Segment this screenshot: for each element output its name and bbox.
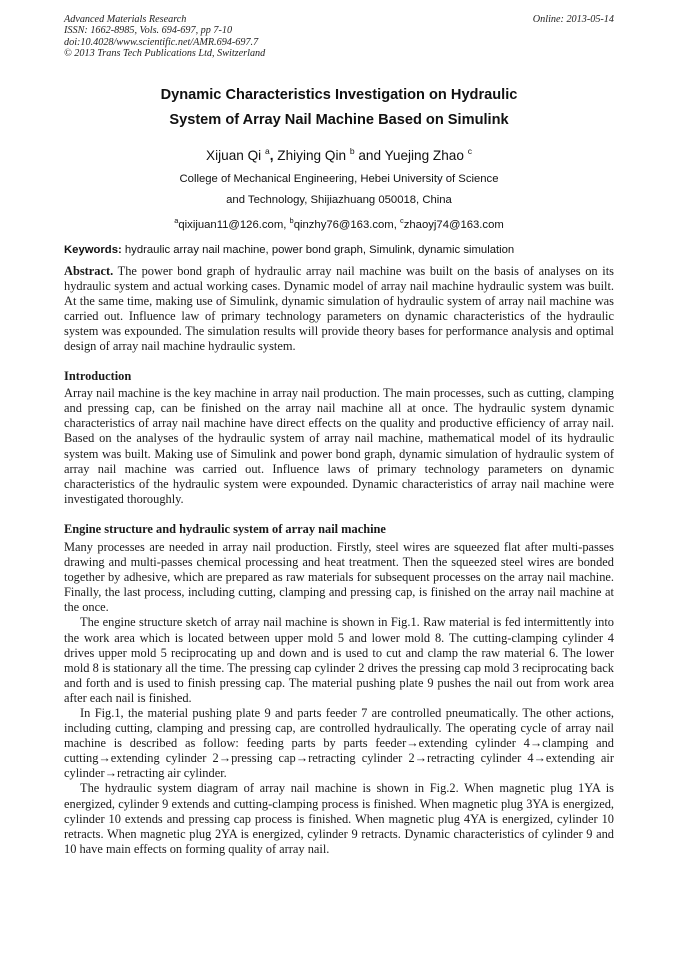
keywords-label: Keywords: bbox=[64, 243, 122, 256]
email-mark: b bbox=[289, 215, 294, 225]
email-mark: a bbox=[174, 215, 179, 225]
author-name: Yuejing Zhao bbox=[384, 147, 464, 163]
email-link[interactable]: zhaoyj74@163.com bbox=[403, 218, 504, 231]
engine-paragraph-4: The hydraulic system diagram of array nail machine is shown in Fig.2. When magnetic plug 1YA is energized, cylinder 9 extends and cutting-clamping process is finished. When magnetic plug 3YA is energized, cylinder 10 extends and pressing cap process is finished. When magnetic plug 4YA is energized, cylinder 10 retracts. When magnetic plug 2YA is energized, cylinder 9 retracts. Dynamic characteristics of cylinder 9 and 10 have main effects on forming quality of array nail. bbox=[64, 781, 614, 856]
engine-paragraph-2: The engine structure sketch of array nail machine is shown in Fig.1. Raw material is fed intermittently into the work area which is located between upper mold 5 and lower mold 8. The cutting-clamping cylinder 4 drives upper mold 5 reciprocating up and down and is used to cut and clamp the raw material 6. The lower mold 8 is stationary all the time. The pressing cap cylinder 2 drives the pressing cap mold 3 reciprocating back and forth and is used to finish pressing cap. The material pushing plate 9 pushes the nail out from work area after each nail is finished. bbox=[64, 615, 614, 705]
author-separator: , bbox=[269, 147, 278, 163]
doi-line: doi:10.4028/www.scientific.net/AMR.694-697.7 bbox=[64, 36, 259, 48]
abstract-text: The power bond graph of hydraulic array nail machine was built on the basis of analyses on its hydraulic system and actual working cases. Dynamic model of array nail machine hydraulic system was built. At the same time, making use of Simulink, dynamic simulation of hydraulic system of array nail machine was carried out. Influence law of primary technology parameters on dynamic characteristics of the hydraulic system was expounded. The simulation results will provide theory bases for performance analysis and optimal design of array nail machine hydraulic system. bbox=[64, 263, 614, 354]
affiliation bbox=[64, 169, 614, 211]
engine-section-heading: Engine structure and hydraulic system of array nail machine bbox=[64, 521, 386, 536]
abstract bbox=[64, 264, 614, 355]
keywords bbox=[64, 242, 614, 258]
author-affil-mark: b bbox=[349, 145, 355, 156]
title-line-1: Dynamic Characteristics Investigation on Hydraulic bbox=[160, 86, 518, 103]
keywords-text: hydraulic array nail machine, power bond graph, Simulink, dynamic simulation bbox=[121, 243, 515, 256]
paper-title bbox=[64, 83, 614, 133]
engine-paragraph-3: In Fig.1, the material pushing plate 9 and parts feeder 7 are controlled pneumatically. The other actions, including cutting, clamping and pressing cap, are controlled hydraulically. The operating cycle of array nail machine is described as follow: feeding parts by parts feeder→extending cylinder 4→clamping and cutting→extending cylinder 2→pressing cap→retracting cylinder 2→retracting cylinder 4→extending air cylinder→retracting air cylinder. bbox=[64, 705, 614, 781]
journal-header bbox=[64, 14, 614, 60]
online-date: Online: 2013-05-14 bbox=[532, 14, 614, 25]
copyright-line: © 2013 Trans Tech Publications Ltd, Switzerland bbox=[64, 48, 266, 60]
introduction-heading: Introduction bbox=[64, 369, 132, 384]
email-link[interactable]: qinzhy76@163.com bbox=[293, 218, 394, 231]
author-name: Xijuan Qi bbox=[206, 147, 262, 163]
abstract-label: Abstract. bbox=[64, 263, 114, 278]
author-separator: and bbox=[354, 147, 385, 163]
title-line-2: System of Array Nail Machine Based on Simulink bbox=[169, 111, 509, 128]
introduction-paragraph: Array nail machine is the key machine in array nail production. The main processes, such as cutting, clamping and pressing cap, can be finished on the array nail machine all at once. The hydraulic system dynamic characteristics of array nail machine have direct effects on the quality and productive efficiency of array nail. Based on the analyses of the hydraulic system of array nail machine, mathematical model of its hydraulic system was built. Making use of Simulink and power bond graph, dynamic simulation of hydraulic system of array nail machine was carried out. Influence laws of primary technology parameters on dynamic characteristics of the hydraulic system were expounded. Dynamic characteristics of array nail machine were investigated thoroughly. bbox=[64, 386, 614, 506]
issn-line: ISSN: 1662-8985, Vols. 694-697, pp 7-10 bbox=[64, 25, 233, 37]
email-separator: , bbox=[283, 218, 290, 231]
affiliation-line-1: College of Mechanical Engineering, Hebei University of Science bbox=[179, 172, 499, 185]
email-list bbox=[64, 211, 614, 235]
engine-paragraph-1: Many processes are needed in array nail production. Firstly, steel wires are squeezed flat after multi-passes drawing and multi-passes chemical processing and heat treatment. Then the squeezed steel wires are bonded together by adhesive, which are prepared as raw materials for subsequent processes on the array nail machine. Finally, the last process, including cutting, clamping and pressing cap, is finished on the array nail machine at the once. bbox=[64, 539, 614, 615]
author-list bbox=[64, 141, 614, 166]
email-link[interactable]: qixijuan11@126.com bbox=[178, 218, 284, 231]
email-separator: , bbox=[393, 218, 400, 231]
author-affil-mark: c bbox=[467, 145, 472, 156]
author-name: Zhiying Qin bbox=[277, 147, 347, 163]
affiliation-line-2: and Technology, Shijiazhuang 050018, China bbox=[226, 193, 452, 206]
email-mark: c bbox=[400, 215, 404, 225]
author-affil-mark: a bbox=[264, 145, 270, 156]
journal-name: Advanced Materials Research bbox=[64, 14, 187, 25]
